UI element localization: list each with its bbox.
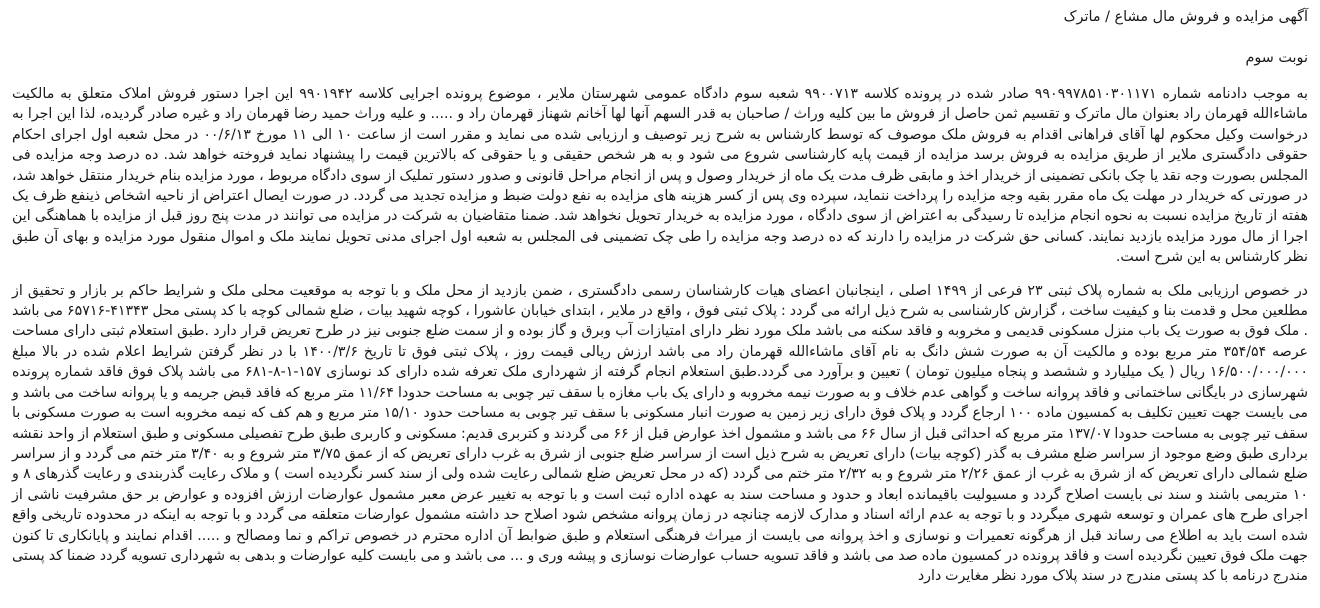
notice-paragraph-auction-terms: به موجب دادنامه شماره ۹۹۰۹۹۷۸۵۱۰۳۰۱۱۷۱ صادر شده در پرونده کلاسه ۹۹۰۰۷۱۳ شعبه سوم دادگاه عمومی شهرستان ملایر ، موضوع پرونده اجرایی کلاسه ۹۹۰۱۹۴۲ این اجرا دستور فروش املاک متعلق به مالکیت ماشاءالله قهرمان راد بعنوان مال ماترک و تقسیم ثمن حاصل از فروش ما بین کلیه وراث / صاحبان به قدر السهم آنها لها آخانم شهناز قهرمان راد و ..... و علیه وراث حمید رضا قهرمان راد و غیره صادر گردیده، لذا این اجرا به درخواست وکیل محکوم لها آقای فراهانی اقدام به فروش ملک موصوف که توسط کارشناس به شرح زیر توصیف و ارزیابی شده می نماید و مقرر است از ساعت ۱۰ الی ۱۱ مورخ ۰۰/۶/۱۳ در محل شعبه اول اجرای احکام حقوقی دادگستری ملایر از طریق مزایده به فروش برسد مزایده از قیمت پایه کارشناسی شروع می شود و به هر شخص حقیقی و یا حقوقی که بالاترین قیمت را پیشنهاد نماید فروخته خواهد شد. ده درصد وجه مزایده فی المجلس بصورت وجه نقد یا چک بانکی تضمینی از خریدار اخذ و مابقی ظرف مدت یک ماه از خریدار وصول و پس از انجام مراحل قانونی و صدور دستور تملیک از سوی دادگاه مربوط ، مورد مزایده بنام خریدار منتقل خواهد شد، در صورتی که خریدار در مهلت یک ماه مقرر بقیه وجه مزایده را پرداخت ننماید، سپرده وی پس از کسر هزینه های مزایده به نفع دولت ضبط و مزایده تجدید می گردد. در صورت ایصال اعتراض از ناحیه اشخاص ذینفع ظرف یک هفته از تاریخ مزایده نسبت به نحوه انجام مزایده تا رسیدگی به اعتراض از سوی دادگاه ، مورد مزایده به خریدار تحویل نخواهد شد. ضمنا متقاضیان به شرکت در مزایده می توانند در مدت پنج روز قبل از مزایده با هماهنگی این اجرا از مال مورد مزایده بازدید نمایند. کسانی حق شرکت در مزایده را دارند که ده درصد وجه مزایده را طی چک تضمینی فی المجلس به شعبه اول اجرای مدنی تحویل نمایند ملک و اموال منقول مورد مزایده و بهای آن طبق نظر کارشناس به این شرح است. (12, 86, 1308, 266)
notice-paragraph-property-appraisal: در خصوص ارزیابی ملک به شماره پلاک ثبتی ۲۳ فرعی از ۱۴۹۹ اصلی ، اینجانبان اعضای هیات کارشناسان رسمی دادگستری ، ضمن بازدید از محل ملک و با توجه به موقعیت محلی ملک و شرایط حاکم بر بازار و تحقیق از مطلعین محل و قدمت بنا و کیفیت ساخت ، گزارش کارشناسی به شرح ذیل ارائه می گردد : پلاک ثبتی فوق ، واقع در ملایر ، ابتدای خیابان عاشورا ، کوچه شهید بیات ، ضلع شمالی کوچه با کد پستی محل ۴۱۳۴۳-۶۵۷۱۶ می باشد . ملک فوق به صورت یک باب منزل مسکونی قدیمی و مخروبه و فاقد سکنه می باشد ملک مورد نظر دارای امتیازات آب وبرق و گاز بوده و از سمت ضلع جنوبی نیز در طرح تعریض قرار دارد .طبق استعلام ثبتی دارای مساحت عرصه ۳۵۴/۵۴ متر مربع بوده و مالکیت آن به صورت شش دانگ به نام آقای ماشاءالله قهرمان راد می باشد ارزش ریالی قیمت روز ، پلاک ثبتی فوق تا تاریخ ۱۴۰۰/۳/۶ با در نظر گرفتن شرایط اعلام شده در بالا مبلغ ۱۶/۵۰۰/۰۰۰/۰۰۰ ریال ( یک میلیارد و ششصد و پنجاه میلیون تومان ) تعیین و برآورد می گردد.طبق استعلام انجام گرفته از شهرداری ملک تعرفه شده دارای کد نوسازی ۱۵۷-۱-۸-۶۸۱ می باشد پلاک فوق فاقد شماره پرونده شهرسازی در بایگانی ساختمانی و فاقد پروانه ساخت و گواهی عدم خلاف و به صورت نیمه مخروبه و دارای یک باب مغازه با سقف تیر چوبی به مساحت حدودا ۱۱/۶۴ متر مربع که فاقد قبض جریمه و یا پروانه ساخت می باشد و می بایست جهت تعیین تکلیف به کمسیون ماده ۱۰۰ ارجاع گردد و پلاک فوق دارای زیر زمین به صورت انبار مسکونی با سقف تیر چوبی به مساحت حدود ۱۵/۱۰ متر مربع و هم کف که نیمه مخروبه است به صورت مسکونی با سقف تیر چوبی به مساحت حدودا ۱۳۷/۰۷ متر مربع که احداثی قبل از سال ۶۶ می باشد و مشمول اخذ عوارض قبل از ۶۶ می گردند و کتربری قدیم: مسکونی و کاربری طبق طرح تفصیلی مسکونی و طبق استعلام از واحد نقشه برداری طبق وضع موجود از سراسر ضلع مشرف به گذر (کوچه بیات) دارای تعریض به شرح ذیل است از سراسر ضلع جنوبی از شرق به غرب دارای تعریض که از عمق ۳/۷۵ متر شروع و به ۳/۴۰ متر ختم می گردد و از سراسر ضلع شمالی دارای تعریض که از شرق به غرب از عمق ۲/۲۶ متر شروع و به ۲/۳۲ متر ختم می گردد (که در محل تعریض ضلع شمالی رعایت شده ولی از سند کسر نگردیده است ) و ملاک رعایت گذربندی و رعایت گذرهای ۸ و ۱۰ متریمی باشند و سند نی بایست اصلاح گردد و مسیولیت باقیمانده ابعاد و حدود و مساحت سند به عهده اداره ثبت است و با توجه به تغییر عرض معبر مشمول عوارضات ارزش افزوده و عوارض بر حق مشرفیت ناشی از اجرای طرح های عمران و توسعه شهری میگردد و با توجه به عدم ارائه اسناد و مدارک لازمه چنانچه در زمان پروانه مشخص شود اصلاح حد داشته مشمول عوارضات متعلقه می گردد و با توجه به اینکه در محدوده تاریخی واقع شده است باید به اطلاع می رساند قبل از هرگونه تعمیرات و نوسازی و اخذ پروانه می بایست از میراث فرهنگی استعلام و طبق ضوابط آن اداره محترم در خصوص تراکم و نما ومصالح و ..... اقدام نمایند و پایانکاری تا کنون جهت ملک فوق تعیین نگردیده است و فاقد پرونده در کمسیون ماده صد می باشد و فاقد تسویه حساب عوارضات نوسازی و پیشه وری و ... می باشد و می بایست کلیه عوارضات و بدهی به شهرداری تسویه گردد ضمنا کد پستی مندرج درنامه با کد پستی مندرج در سند پلاک مورد نظر مغایرت دارد (12, 282, 1309, 585)
notice-round: نوبت سوم (1245, 50, 1308, 66)
notice-title: آگهی مزایده و فروش مال مشاع / ماترک (1063, 9, 1308, 25)
